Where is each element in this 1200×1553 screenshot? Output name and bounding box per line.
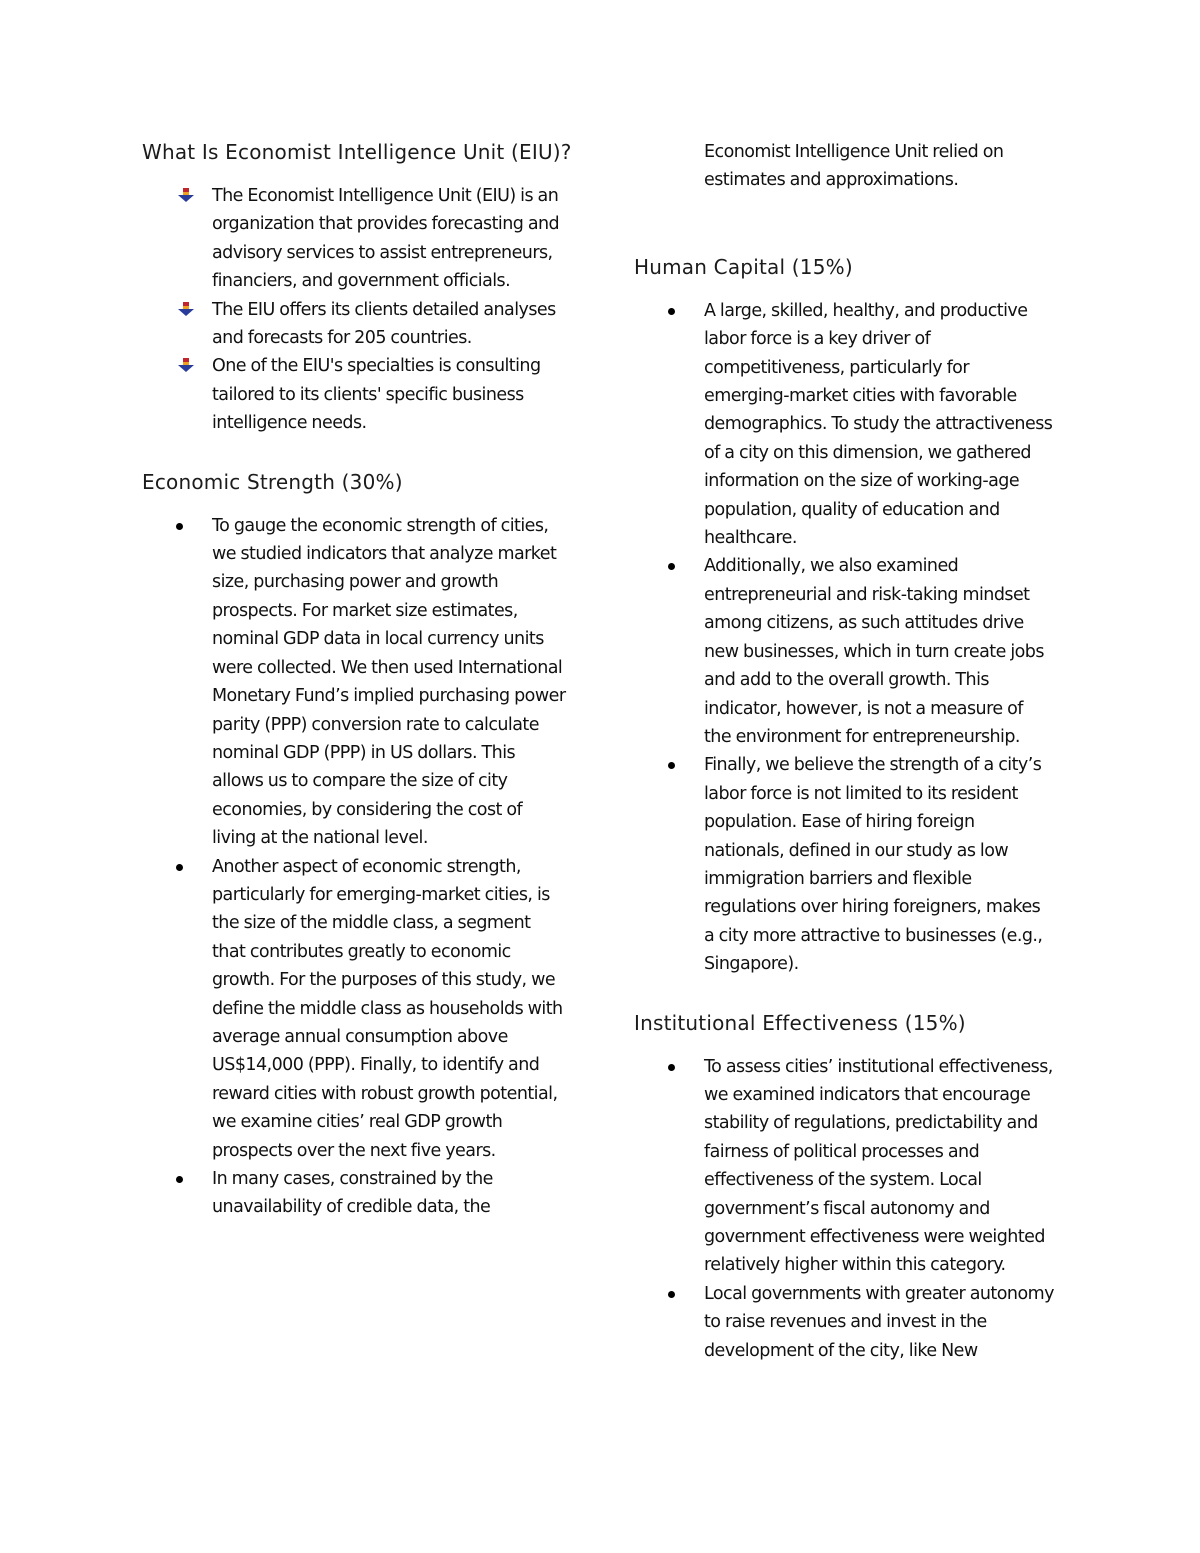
list-item bbox=[634, 1053, 1054, 1280]
list-item bbox=[142, 352, 568, 437]
list-item-text: Finally, we believe the strength of a city’s labor force is not limited to its resident population. Ease of hiring foreign nationals, defined in our study as low immigration barriers and flexible regulations over hiring foreigners, makes a city more attractive to businesses (e.g., Singapore). bbox=[704, 755, 1043, 975]
section-economic-strength bbox=[142, 468, 582, 1222]
list-item bbox=[142, 182, 568, 296]
list-item-text: The Economist Intelligence Unit (EIU) is an organization that provides forecasting and advisory services to assist entrepreneurs, financiers, and government officials. bbox=[212, 186, 560, 292]
bullet-dot-icon bbox=[668, 1064, 675, 1071]
arrow-bullet-icon bbox=[178, 302, 194, 316]
economic-strength-list bbox=[142, 512, 582, 1222]
institutional-effectiveness-list bbox=[634, 1053, 1084, 1365]
list-item-text: In many cases, constrained by the unavailability of credible data, the bbox=[212, 1169, 493, 1218]
human-capital-list bbox=[634, 297, 1084, 979]
list-item bbox=[634, 297, 1054, 553]
continued-text: Economist Intelligence Unit relied on estimates and approximations. bbox=[704, 142, 1004, 191]
bullet-dot-icon bbox=[668, 563, 675, 570]
list-item-text: Another aspect of economic strength, particularly for emerging-market cities, is the size of the middle class, a segment that contributes greatly to economic growth. For the purposes of this study, we define the middle class as households with average annual consumption above US$14,000 (PPP). Finally, to identify and reward cities with robust growth potential, we examine cities’ real GDP growth prospects over the next five years. bbox=[212, 856, 563, 1161]
list-item bbox=[634, 751, 1054, 978]
arrow-bullet-icon bbox=[178, 358, 194, 372]
list-item-text: A large, skilled, healthy, and productive labor force is a key driver of competitiveness, particularly for emerging-market cities with favorable demographics. To study the attractiveness of a city on this dimension, we gathered information on the size of working-age population, quality of education and healthcare. bbox=[704, 300, 1053, 549]
list-item bbox=[634, 1280, 1054, 1365]
heading-institutional-effectiveness: Institutional Effectiveness (15%) bbox=[634, 1010, 966, 1035]
list-item-text: To assess cities’ institutional effectiveness, we examined indicators that encourage stability of regulations, predictability and fairness of political processes and effectiveness of the system. Local government’s fiscal autonomy and government effectiveness were weighted relatively higher within this category. bbox=[704, 1056, 1053, 1276]
list-item-text: Local governments with greater autonomy to raise revenues and invest in the development of the city, like New bbox=[704, 1283, 1054, 1361]
bullet-dot-icon bbox=[176, 864, 183, 871]
heading-eiu: What Is Economist Intelligence Unit (EIU)? bbox=[142, 140, 572, 164]
list-item bbox=[142, 512, 568, 853]
heading-human-capital: Human Capital (15%) bbox=[634, 254, 853, 279]
bullet-dot-icon bbox=[176, 523, 183, 530]
list-item-text: The EIU offers its clients detailed analyses and forecasts for 205 countries. bbox=[212, 299, 556, 349]
section-institutional-effectiveness bbox=[634, 1009, 1084, 1365]
list-item bbox=[634, 552, 1054, 751]
list-item-text: To gauge the economic strength of cities, we studied indicators that analyze market size, purchasing power and growth prospects. For market size estimates, nominal GDP data in local currency units were collected. We then used International Monetary Fund’s implied purchasing power parity (PPP) conversion rate to calculate nominal GDP (PPP) in US dollars. This allows us to compare the size of city economies, by considering the cost of living at the national level. bbox=[212, 515, 566, 849]
section-eiu bbox=[142, 138, 582, 438]
eiu-list bbox=[142, 182, 582, 438]
bullet-dot-icon bbox=[668, 1291, 675, 1298]
list-item bbox=[142, 1165, 568, 1222]
list-item-text: Additionally, we also examined entrepreneurial and risk-taking mindset among citizens, as such attitudes drive new businesses, which in turn create jobs and add to the overall growth. This indicator, however, is not a measure of the environment for entrepreneurship. bbox=[704, 556, 1044, 747]
bullet-dot-icon bbox=[668, 308, 675, 315]
heading-economic-strength: Economic Strength (30%) bbox=[142, 469, 403, 494]
list-item bbox=[142, 296, 568, 353]
arrow-bullet-icon bbox=[178, 188, 194, 202]
left-column bbox=[142, 138, 582, 1252]
bullet-dot-icon bbox=[668, 762, 675, 769]
bullet-dot-icon bbox=[176, 1176, 183, 1183]
section-human-capital bbox=[634, 253, 1084, 979]
right-column bbox=[634, 138, 1084, 1395]
list-item-text: One of the EIU's specialties is consulting tailored to its clients' specific business intelligence needs. bbox=[212, 356, 541, 434]
list-item bbox=[142, 853, 568, 1165]
